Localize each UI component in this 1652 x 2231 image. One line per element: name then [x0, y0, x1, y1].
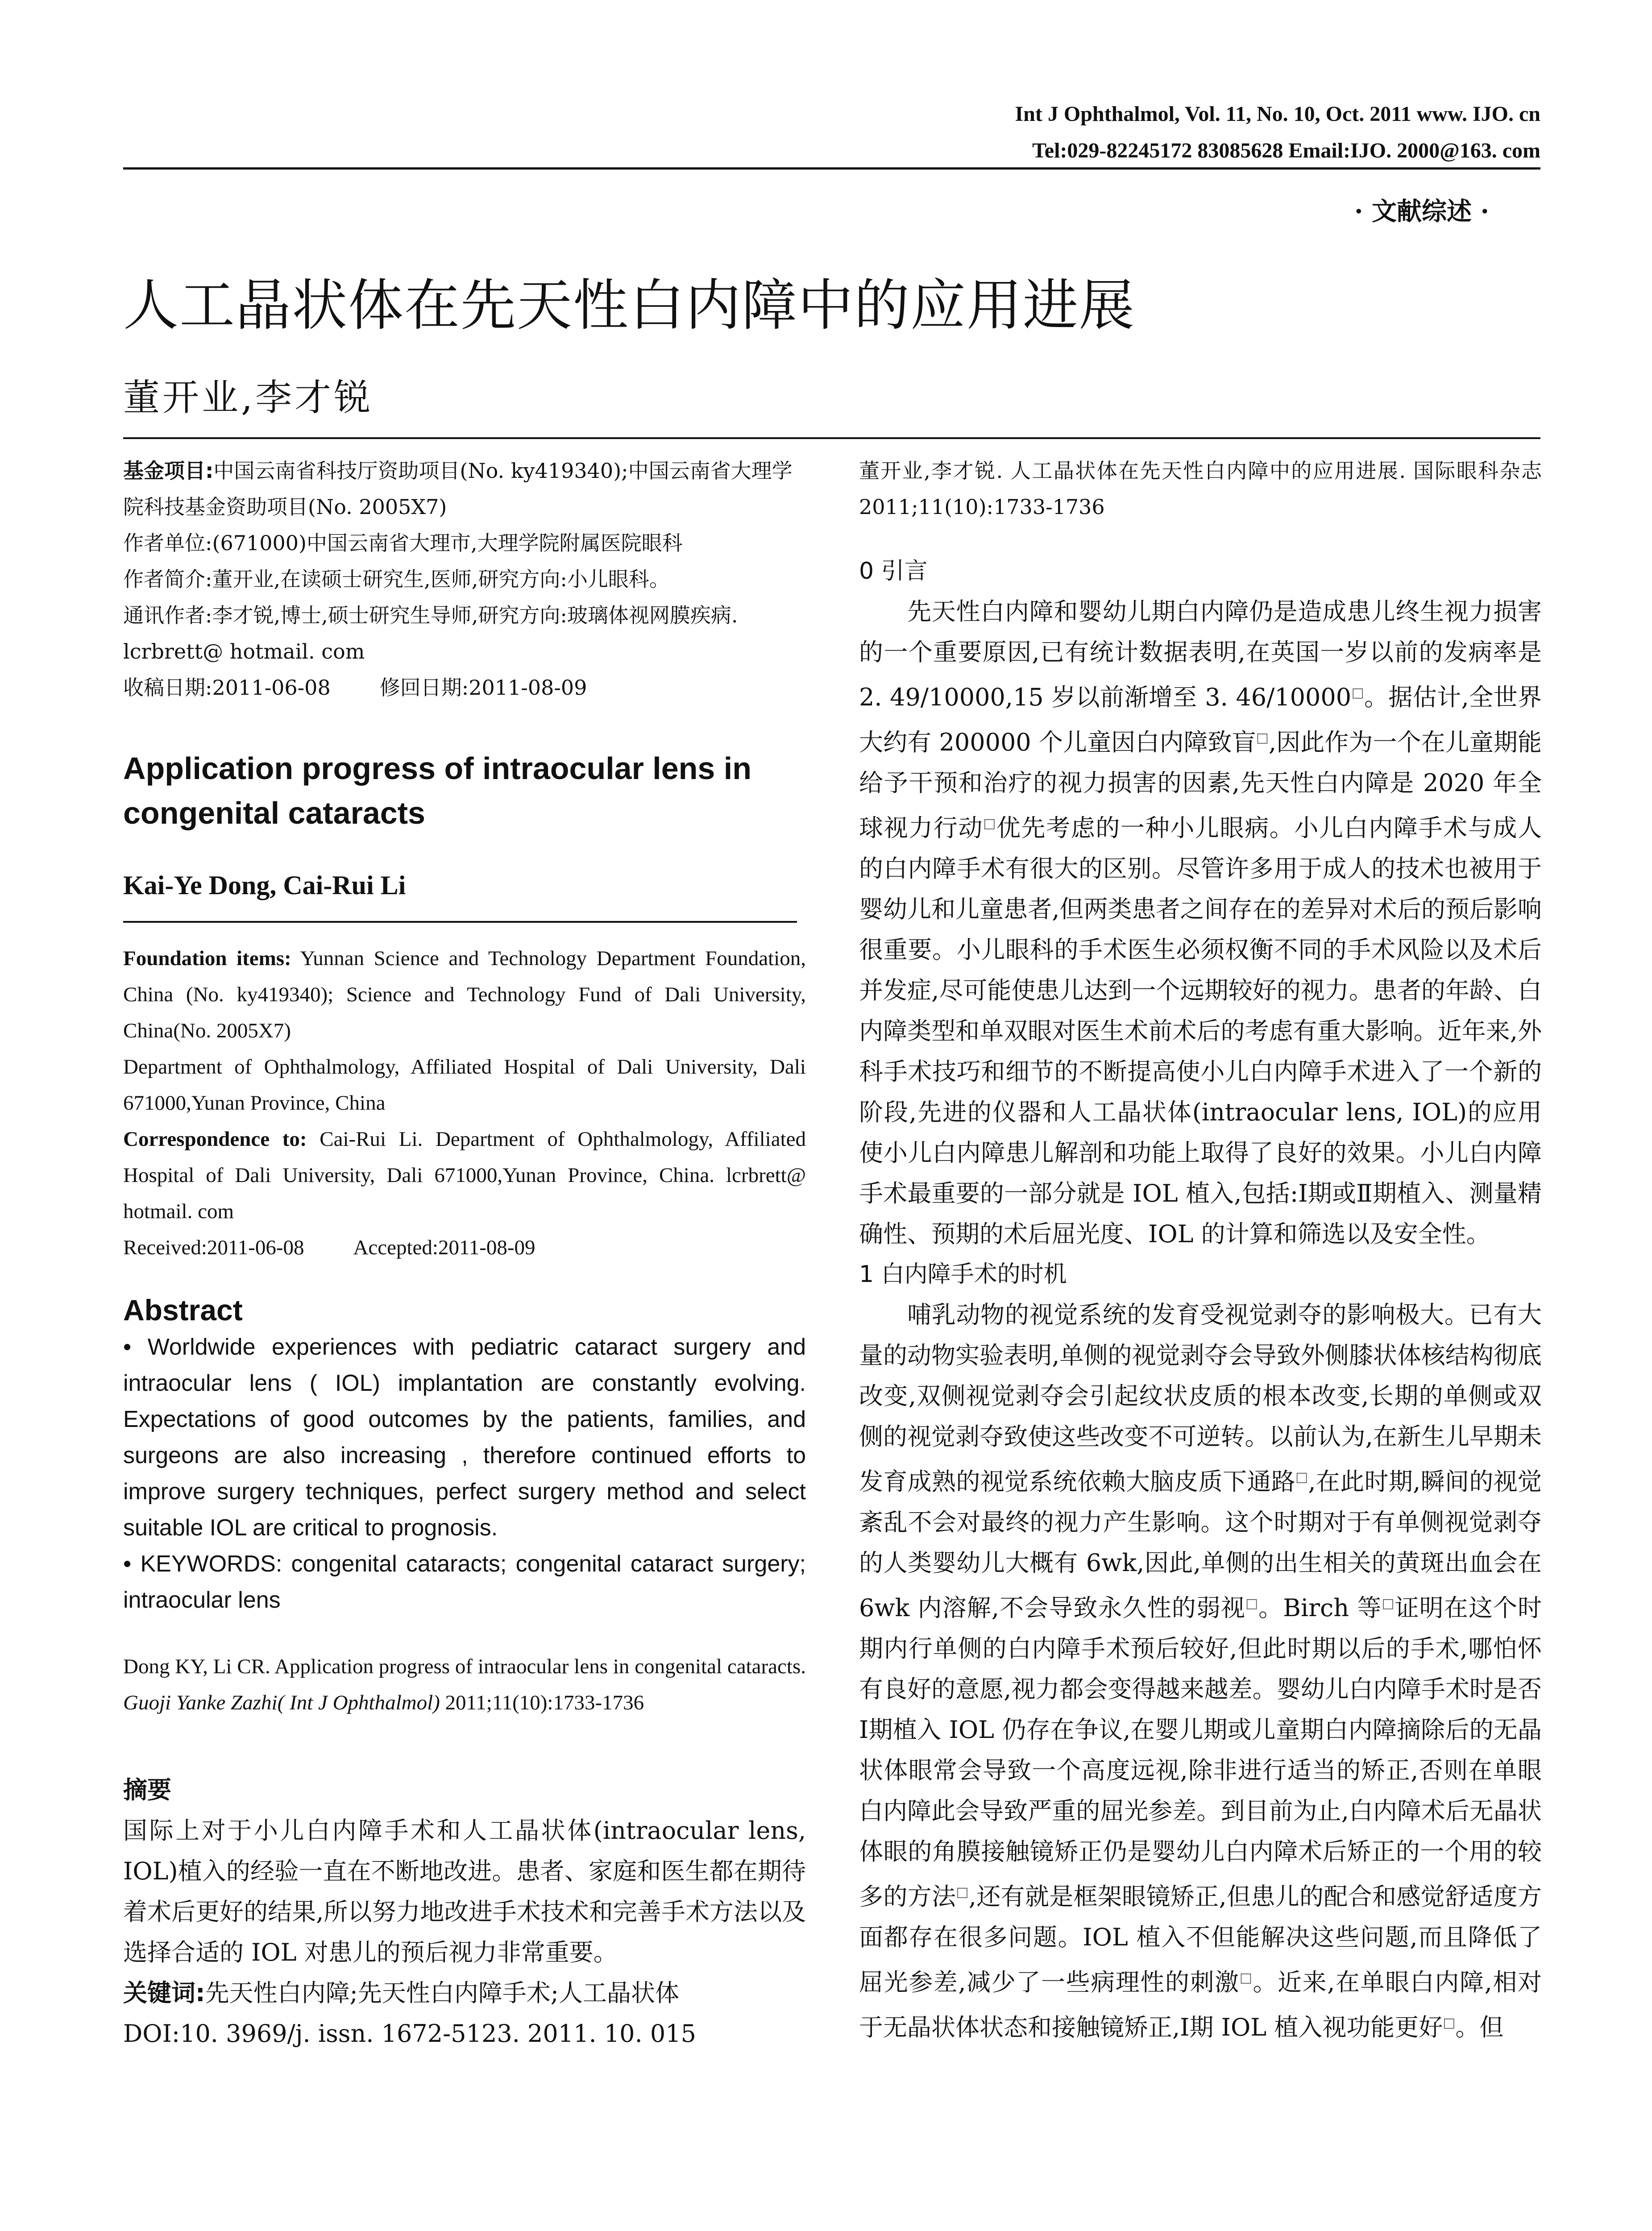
unit-label: 作者单位:	[123, 531, 212, 555]
revised-date-cn: 修回日期:2011-08-09	[379, 676, 587, 700]
section-0-text-b: 。据估计,全世界大约有 200000 个儿童因白内障致盲	[859, 683, 1542, 756]
ref-mark: □	[1351, 685, 1364, 701]
front-matter-en	[123, 941, 806, 1266]
keywords-en: • KEYWORDS: congenital cataracts; congenital cataract surgery; intraocular lens	[123, 1551, 806, 1613]
section-1-text-a: 哺乳动物的视觉系统的发育受视觉剥夺的影响极大。已有大量的动物实验表明,单侧的视觉剥夺会导致外侧膝状体核结构彻底改变,双侧视觉剥夺会引起纹状皮质的根本改变,长期的单侧或双侧的视觉剥夺致使这些改变不可逆转。以前认为,在新生儿早期未发育成熟的视觉系统依赖大脑皮质下通路	[859, 1301, 1542, 1496]
citation-en-tail: 2011;11(10):1733-1736	[440, 1691, 644, 1714]
unit-text: (671000)中国云南省大理市,大理学院附属医院眼科	[212, 531, 683, 555]
section-1-text-b: ,在此时期,瞬间的视觉紊乱不会对最终的视力产生影响。这个时期对于有单侧视觉剥夺的人类婴幼儿大概有 6wk,因此,单侧的出生相关的黄斑出血会在 6wk 内溶解,不会导致永久性的弱视	[859, 1468, 1542, 1622]
left-column	[123, 453, 806, 2054]
section-1-text-g: 。但	[1455, 2013, 1504, 2041]
correspondence-en-label: Correspondence to:	[123, 1128, 307, 1151]
ref-mark: □	[1443, 2015, 1456, 2031]
header-rule	[123, 167, 1540, 170]
section-0-paragraph	[859, 591, 1542, 1254]
corr-text: 李才锐,博士,硕士研究生导师,研究方向:玻璃体视网膜疾病. lcrbrett@ hotmail. com	[123, 603, 738, 663]
foundation-text: 中国云南省科技厅资助项目(No. ky419340);中国云南省大理学院科技基金资助项目(No. 2005X7)	[123, 459, 793, 519]
keywords-cn-label: 关键词:	[123, 1979, 205, 2007]
section-1-text-e: ,还有就是框架眼镜矫正,但患儿的配合和感觉舒适度方面都存在很多问题。IOL 植入不但能解决这些问题,而且降低了屈光参差,减少了一些病理性的刺激	[859, 1883, 1542, 1996]
citation-en-journal: Guoji Yanke Zazhi( Int J Ophthalmol)	[123, 1691, 440, 1714]
keywords-cn-text: 先天性白内障;先天性白内障手术;人工晶状体	[205, 1979, 679, 2007]
correspondence-en-text: Cai-Rui Li. Department of Ophthalmology, Affiliated Hospital of Dali University, Dali 671000,Yunan Province, China. lcrbrett@ hotmail. com	[123, 1128, 806, 1223]
front-matter-cn	[123, 453, 806, 706]
citation-cn: 董开业,李才锐. 人工晶状体在先天性白内障中的应用进展. 国际眼科杂志 2011;11(10):1733-1736	[859, 459, 1542, 519]
abstract-cn-heading: 摘要	[123, 1776, 171, 1804]
ref-mark: □	[1295, 1469, 1308, 1485]
doi: DOI:10. 3969/j. issn. 1672-5123. 2011. 10. 015	[123, 2020, 696, 2048]
ref-mark: □	[956, 1884, 969, 1900]
section-1-heading: 1 白内障手术的时机	[859, 1261, 1067, 1288]
abstract-text: • Worldwide experiences with pediatric cataract surgery and intraocular lens ( IOL) implantation are constantly evolving. Expectations of good outcomes by the patients, families, and surgeons are also increasing , therefore continued efforts to improve surgery techniques, perfect surgery method and select suitable IOL are critical to prognosis.	[123, 1334, 806, 1541]
english-title: Application progress of intraocular lens in congenital cataracts	[123, 751, 751, 830]
foundation-en-text: Yunnan Science and Technology Department Foundation, China (No. ky419340); Science and Technology Fund of Dali University, China(No. 2005X7)	[123, 947, 806, 1042]
foundation-label: 基金项目:	[123, 459, 214, 483]
right-column	[859, 453, 1542, 2048]
section-0-heading: 0 引言	[859, 558, 928, 585]
department-en: Department of Ophthalmology, Affiliated Hospital of Dali University, Dali 671000,Yunan Province, China	[123, 1055, 806, 1115]
received-date-cn: 收稿日期:2011-06-08	[123, 676, 331, 700]
citation-en-text: Dong KY, Li CR. Application progress of intraocular lens in congenital cataracts.	[123, 1655, 806, 1678]
journal-header-line2: Tel:029-82245172 83085628 Email:IJO. 2000@163. com	[1032, 139, 1540, 162]
ref-mark: □	[1256, 730, 1269, 746]
ref-mark: □	[1239, 1970, 1253, 1986]
title-rule	[123, 437, 1540, 439]
article-authors: 董开业,李才锐	[123, 377, 374, 419]
section-1-text-d: 证明在这个时期内行单侧的白内障手术预后较好,但此时期以后的手术,哪怕怀有良好的意愿,视力都会变得越来越差。婴幼儿白内障手术时是否Ⅰ期植入 IOL 仍存在争议,在婴儿期或儿童期白内障摘除后的无晶状体眼常会导致一个高度远视,除非进行适当的矫正,否则在单眼白内障此会导致严重的屈光参差。到目前为止,白内障术后无晶状体眼的角膜接触镜矫正仍是婴幼儿白内障术后矫正的一个用的较多的方法	[859, 1594, 1542, 1911]
section-0-text-c: ,因此作为一个在儿童期能给予干预和治疗的视力损害的因素,先天性白内障是 2020 年全球视力行动	[859, 728, 1542, 842]
ref-mark: □	[983, 816, 996, 831]
english-title-rule	[123, 921, 797, 923]
ref-mark: □	[1245, 1596, 1259, 1611]
abstract-heading: Abstract	[123, 1294, 243, 1327]
corr-label: 通讯作者:	[123, 603, 212, 627]
foundation-en-label: Foundation items:	[123, 947, 291, 970]
accepted-date-en: Accepted:2011-08-09	[353, 1236, 535, 1259]
section-1-text-c: 。Birch 等	[1258, 1594, 1382, 1622]
article-title: 人工晶状体在先天性白内障中的应用进展	[123, 274, 1136, 338]
article-category: · 文献综述 ·	[1354, 197, 1489, 226]
received-date-en: Received:2011-06-08	[123, 1236, 304, 1259]
citation-en	[123, 1649, 806, 1721]
section-1-text-f: 。近来,在单眼白内障,相对于无晶状体状态和接触镜矫正,Ⅰ期 IOL 植入视功能更好	[859, 1968, 1542, 2041]
section-0-text-d: 优先考虑的一种小儿眼病。小儿白内障手术与成人的白内障手术有很大的区别。尽管许多用于成人的技术也被用于婴幼儿和儿童患者,但两类患者之间存在的差异对术后的预后影响很重要。小儿眼科的手术医生必须权衡不同的手术风险以及术后并发症,尽可能使患儿达到一个远期较好的视力。患者的年龄、白内障类型和单双眼对医生术前术后的考虑有重大影响。近年来,外科手术技巧和细节的不断提高使小儿白内障手术进入了一个新的阶段,先进的仪器和人工晶状体(intraocular lens, IOL)的应用使小儿白内障患儿解剖和功能上取得了良好的效果。小儿白内障手术最重要的一部分就是 IOL 植入,包括:Ⅰ期或Ⅱ期植入、测量精确性、预期的术后屈光度、IOL 的计算和筛选以及安全性。	[859, 814, 1542, 1248]
journal-header-line1: Int J Ophthalmol, Vol. 11, No. 10, Oct. 2011 www. IJO. cn	[1015, 102, 1540, 126]
bio-text: 董开业,在读硕士研究生,医师,研究方向:小儿眼科。	[212, 567, 670, 591]
section-1-paragraph	[859, 1294, 1542, 2048]
ref-mark: □	[1382, 1596, 1395, 1611]
abstract-cn-text: 国际上对于小儿白内障手术和人工晶状体(intraocular lens, IOL)植入的经验一直在不断地改进。患者、家庭和医生都在期待着术后更好的结果,所以努力地改进手术技术和完善手术方法以及选择合适的 IOL 对患儿的预后视力非常重要。	[123, 1816, 806, 1966]
english-authors: Kai-Ye Dong, Cai-Rui Li	[123, 871, 406, 900]
bio-label: 作者简介:	[123, 567, 212, 591]
section-0-text-a: 先天性白内障和婴幼儿期白内障仍是造成患儿终生视力损害的一个重要原因,已有统计数据表明,在英国一岁以前的发病率是 2. 49/10000,15 岁以前渐增至 3. 46/10000	[859, 597, 1542, 711]
